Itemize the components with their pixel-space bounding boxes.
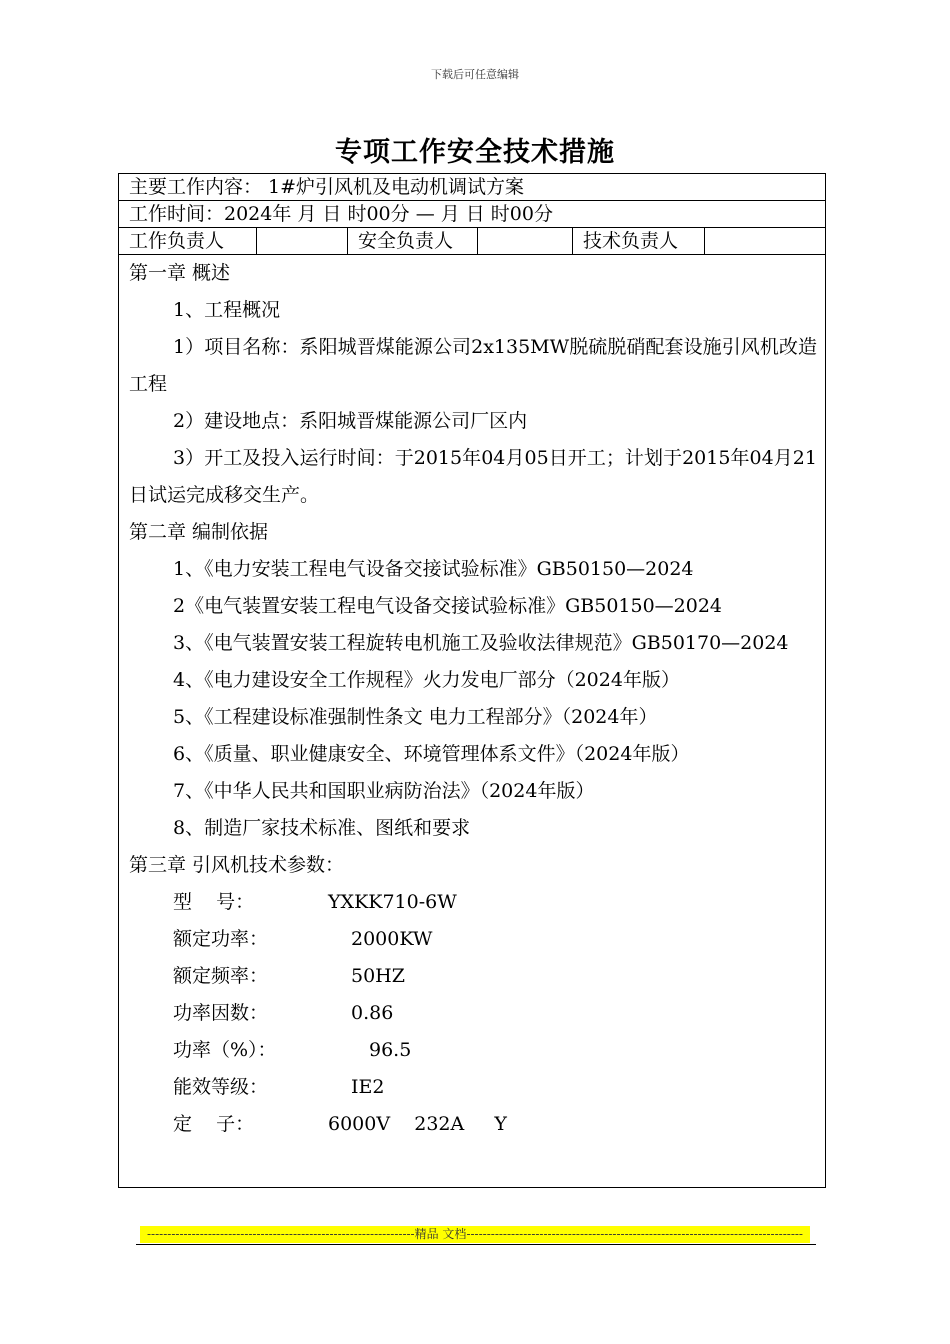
list-item: 1、《电力安装工程电气设备交接试验标准》GB50150—2024: [173, 558, 694, 580]
document-title: 专项工作安全技术措施: [335, 137, 615, 168]
paragraph: 2）建设地点：系阳城晋煤能源公司厂区内: [173, 410, 528, 432]
work-content-row: 主要工作内容： 1#炉引风机及电动机调试方案: [119, 174, 825, 201]
param-row: [129, 958, 817, 995]
param-label: 能效等级：: [173, 1076, 269, 1098]
param-row: [129, 1032, 817, 1069]
tech-leader-label: 技术负责人: [573, 228, 705, 254]
document-body: [119, 255, 825, 1187]
param-value: 6000V 232A Y: [328, 1113, 507, 1135]
paragraph: 1、工程概况: [173, 299, 281, 321]
param-label: 额定频率：: [173, 965, 269, 987]
tech-leader-value: [705, 228, 825, 254]
list-item: 7、《中华人民共和国职业病防治法》（2024年版）: [173, 780, 595, 802]
param-value: IE2: [351, 1076, 385, 1098]
footer-label: 精品 文档: [414, 1227, 467, 1241]
param-value: 0.86: [351, 1002, 394, 1024]
list-item: 6、《质量、职业健康安全、环境管理体系文件》（2024年版）: [173, 743, 690, 765]
param-label: 功率因数：: [173, 1002, 269, 1024]
chapter-3-heading: 第三章 引风机技术参数：: [129, 854, 345, 876]
param-value: 96.5: [369, 1039, 412, 1061]
paragraph: 3）开工及投入运行时间：于2015年04月05日开工；计划于2015年04月21日试运完成移交生产。: [129, 447, 817, 506]
chapter-2-heading: 第二章 编制依据: [129, 521, 269, 543]
param-value: 2000KW: [351, 928, 433, 950]
paragraph: 1）项目名称：系阳城晋煤能源公司2x135MW脱硫脱硝配套设施引风机改造工程: [129, 336, 817, 395]
param-row: [129, 995, 817, 1032]
safety-leader-value: [478, 228, 573, 254]
list-item: 4、《电力建设安全工作规程》火力发电厂部分（2024年版）: [173, 669, 680, 691]
work-time-row: 工作时间：2024年 月 日 时00分 — 月 日 时00分: [119, 201, 825, 228]
footer-dashes-left: ------------------------------------------------------------------: [147, 1227, 415, 1241]
list-item: 2《电气装置安装工程电气设备交接试验标准》GB50150—2024: [173, 595, 723, 617]
footer-rule: [136, 1244, 816, 1245]
safety-leader-label: 安全负责人: [348, 228, 478, 254]
param-label: 型 号：: [173, 891, 255, 913]
work-leader-label: 工作负责人: [119, 228, 257, 254]
param-label: 定 子：: [173, 1113, 255, 1135]
footer-dashes-right: -----------------------------------------------------------------------------------: [466, 1227, 803, 1241]
header-note: 下载后可任意编辑: [431, 68, 519, 81]
responsible-persons-row: [119, 228, 825, 255]
param-value: 50HZ: [351, 965, 405, 987]
param-row: [129, 1106, 817, 1143]
work-leader-value: [257, 228, 348, 254]
param-label: 功率（%）：: [173, 1039, 277, 1061]
param-row: [129, 921, 817, 958]
param-value: YXKK710-6W: [328, 891, 457, 913]
param-row: [129, 884, 817, 921]
param-row: [129, 1069, 817, 1106]
footer-watermark-bar: [140, 1226, 810, 1243]
list-item: 3、《电气装置安装工程旋转电机施工及验收法律规范》GB50170—2024: [173, 632, 789, 654]
measures-form: [118, 173, 826, 1188]
param-label: 额定功率：: [173, 928, 269, 950]
list-item: 5、《工程建设标准强制性条文 电力工程部分》（2024年）: [173, 706, 658, 728]
chapter-1-heading: 第一章 概述: [129, 262, 231, 284]
list-item: 8、制造厂家技术标准、图纸和要求: [173, 817, 471, 839]
